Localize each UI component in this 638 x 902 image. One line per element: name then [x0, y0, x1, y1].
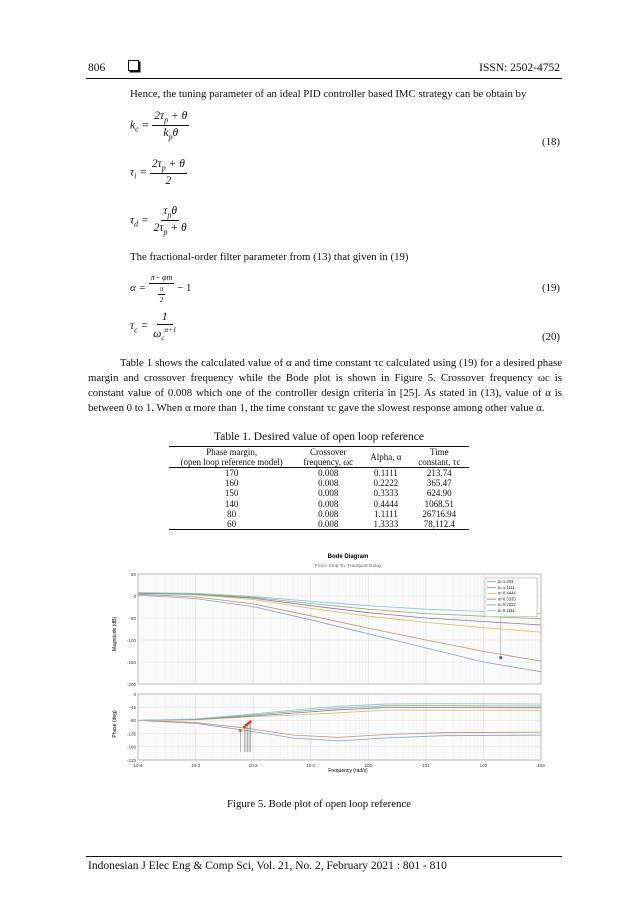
y-tick-label: -45 [129, 705, 136, 710]
bode-plot [108, 548, 548, 776]
table-cell: 0.4444 [373, 498, 399, 509]
table-header-line: Alpha, α [370, 452, 402, 462]
legend-entry: α=1.333 [498, 579, 514, 584]
equation-number-20: (20) [542, 331, 560, 343]
table-row [169, 478, 469, 488]
table-cell: 80 [227, 508, 237, 519]
table-cell: 0.008 [318, 519, 339, 530]
frequency-xlabel: Frequency (rad/s) [328, 768, 368, 774]
data-table [169, 446, 469, 530]
y-tick-label: -200 [126, 681, 136, 687]
alpha-inner-numerator: π [159, 285, 164, 293]
table-cell: 0.008 [318, 508, 339, 519]
table-cell: 624.90 [426, 488, 452, 499]
table-header-line: (open loop reference model) [180, 457, 283, 467]
x-tick-label: 103 [537, 763, 545, 768]
x-tick-label: 102 [479, 763, 488, 768]
x-tick-label: 10-4 [133, 763, 143, 768]
table-cell: 160 [224, 478, 239, 489]
magnitude-axes [138, 574, 541, 684]
table-cell: 0.008 [318, 478, 339, 489]
table-row [169, 468, 469, 479]
chart-subtitle: From: Step To: Transport Delay [314, 564, 382, 569]
y-tick-label: -135 [126, 731, 136, 737]
figure-caption: Figure 5. Bode plot of open loop reference [226, 798, 412, 810]
table-cell: 365.47 [426, 478, 452, 489]
table-cell: 0.2222 [373, 478, 399, 489]
equation-alpha: α = $\frac{\pi- \varphi m}{\frac{\pi}{2}}$ − 1 [130, 273, 192, 304]
footer-divider [86, 856, 562, 857]
table-header-line: constant, τc [418, 457, 461, 467]
y-tick-label: -50 [129, 615, 136, 621]
table-header-cell [294, 447, 362, 468]
y-tick-label: -150 [126, 659, 136, 665]
y-tick-label: 50 [130, 571, 136, 577]
table-row [169, 519, 469, 530]
y-tick-label: -180 [126, 744, 136, 750]
table-header-row [169, 447, 469, 468]
y-tick-label: -90 [129, 718, 136, 724]
table-cell: 26716.94 [422, 508, 457, 519]
table-header-cell [169, 447, 294, 468]
footer-citation: Indonesian J Elec Eng & Comp Sci, Vol. 21, No. 2, February 2021 : 801 - 810 [88, 860, 447, 872]
table-cell: 0.008 [318, 498, 339, 509]
legend-entry: α=0.1111 [498, 608, 515, 613]
intro-paragraph: Hence, the tuning parameter of an ideal PID controller based IMC strategy can be obtain by [130, 88, 527, 100]
y-tick-label: 0 [133, 691, 136, 697]
header-divider [86, 78, 562, 79]
y-tick-label: -100 [126, 637, 136, 643]
equation-taud: $\tau_d$ = $\frac{\tau_p\theta}{2\tau_p + \theta}$ [130, 205, 187, 237]
chart-title: Bode Diagram [327, 554, 369, 560]
table-row [169, 499, 469, 509]
table-caption: Table 1. Desired value of open loop reference [214, 431, 424, 443]
table-header-line: frequency, ωc [303, 457, 354, 467]
table-cell: 213.74 [426, 468, 452, 478]
table-cell: 150 [224, 488, 239, 499]
checkbox-icon [128, 60, 139, 71]
table-header-line: Time [429, 447, 449, 457]
alpha-numerator: π− φm [150, 273, 173, 282]
table-cell: 0.008 [318, 468, 339, 478]
phase-marker [249, 720, 252, 723]
alpha-inner-denominator: 2 [159, 296, 164, 304]
x-tick-label: 10-3 [191, 763, 201, 768]
legend-entry: α=0.4444 [498, 590, 516, 596]
table-cell: 0.008 [318, 488, 339, 499]
table-header-cell [362, 447, 409, 468]
y-tick-label: 0 [133, 593, 136, 599]
table-cell: 140 [224, 498, 239, 509]
legend-entry: α=0.2222 [498, 602, 516, 608]
main-paragraph: Table 1 shows the calculated value of α and time constant τc calculated using (19) for a desired phase margin and crossover frequency while the Bode plot is shown in Figure 5. Crossover frequency ωc is constant value of 0.008 which one of the controller design criteria in [25]. As stated in (13), value of α is between 0 to 1. When α more than 1, the time constant τc gave the slowest response among other value α. [88, 357, 562, 414]
table-header-line: Crossover [309, 447, 347, 457]
table-wrapper [0, 446, 638, 530]
table-row [169, 509, 469, 519]
x-tick-label: 100 [364, 763, 373, 768]
legend-entry: α=0.3333 [498, 596, 516, 602]
table-cell: 0.1111 [373, 468, 398, 478]
table-cell: 1.1111 [373, 508, 398, 519]
table-header-line: Phase margin, [206, 447, 258, 457]
x-tick-label: 10-1 [306, 763, 316, 768]
table-row [169, 488, 469, 498]
filter-paragraph: The fractional-order filter parameter from (13) that given in (19) [130, 251, 409, 263]
alpha-minus-one: − 1 [177, 282, 192, 295]
x-tick-label: 10-2 [248, 763, 258, 768]
phase-ylabel: Phase (deg) [112, 710, 118, 738]
equation-taui: $\tau_i$ = $\frac{2\tau_p + \theta}{2}$ [130, 158, 185, 188]
equation-number-19: (19) [542, 282, 560, 294]
table-cell: 170 [224, 468, 239, 478]
table-header-cell [410, 447, 469, 468]
journal-issn: ISSN: 2502-4752 [479, 62, 560, 74]
table-cell: 60 [227, 519, 237, 530]
table-cell: 1.3333 [373, 519, 399, 530]
equation-number-18: (18) [542, 136, 560, 148]
table-cell: 1068.51 [424, 498, 454, 509]
phase-marker [243, 726, 246, 729]
legend-entry: α=1.1111 [498, 584, 515, 590]
page-number: 806 [88, 62, 106, 74]
table-cell: 0.3333 [373, 488, 399, 499]
equation-tauc: $\tau_c$ = $\frac{1}{\omega_c^{\alpha+1}}$ [130, 311, 177, 343]
y-tick-label: -225 [126, 757, 136, 763]
table-cell: 78,112.4 [423, 519, 455, 530]
equation-kc: $k_c$ = $\frac{2\tau_p + \theta}{k_p\theta}$ [130, 110, 188, 142]
phase-marker [239, 729, 242, 732]
magnitude-ylabel: Magnitude (dB) [112, 616, 118, 652]
x-tick-label: 101 [422, 763, 430, 768]
